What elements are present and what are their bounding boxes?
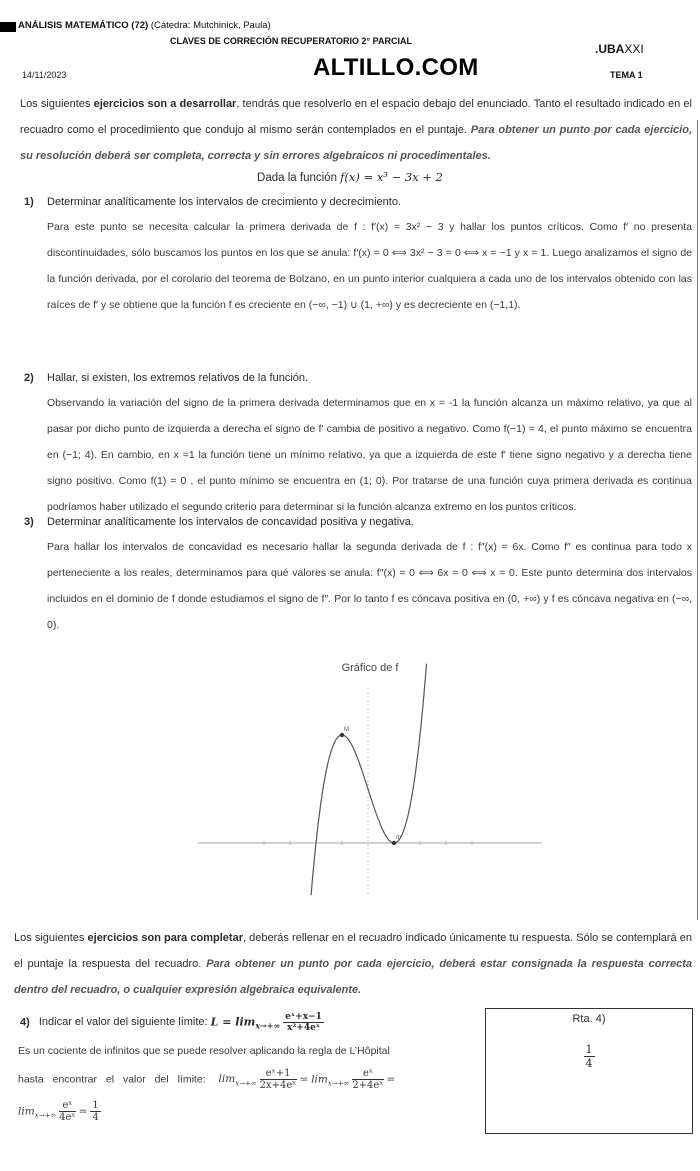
q4-number: 4) — [20, 1016, 30, 1029]
q4-statement — [20, 1012, 324, 1033]
point-m — [392, 841, 396, 845]
q4-solution-line3: $\lim_{x\to+\infty}$ $\frac{\text{eˣ}}{\text{4eˣ}}$ = $\frac{1}{4}$ — [18, 1100, 99, 1123]
page-right-border — [697, 120, 698, 920]
intro-develop: Los siguientes ejercicios son a desarrollar, tendrás que resolverlo en el espacio debajo del enunciado. Tanto el resultado indicado en el recuadro como el procedimiento que condujo al mismo serán contemplados en el puntaje. Para obtener un punto por cada ejercicio, su resolución deberá ser completa, correcta y sin errores algebraicos ni procedimentales. — [20, 98, 692, 162]
point-label-M: M — [344, 727, 349, 733]
q2-title: Hallar, si existen, los extremos relativos de la función. — [47, 372, 309, 384]
q3-solution: Para hallar los intervalos de concavidad es necesario hallar la segunda derivada de f : f″(x) = 6x. Como f″ es continua para todo x perteneciente a los reales, determinamos para qué valores se anula: f″(x) = 0 ⟺ 6x = 0 ⟺ x = 0. Este punto determina dos intervalos incluidos en el dominio de f donde estudiamos el signo de f″. Por lo tanto f es cóncava positiva en (0, +∞) y f es cóncava negativa en (−∞, 0). — [47, 541, 692, 631]
q4-title: Indicar el valor del siguiente límite: — [38, 1016, 211, 1029]
q2-solution: Observando la variación del signo de la primera derivada determinamos que en x = -1 la función alcanza un máximo relativo, ya que al pasar por dicho punto de izquierda a derecha el signo de f′ cambia de positivo a negativo. Como f(−1) = 4, el punto máximo se encuentra en (−1; 4). En cambio, en x =1 la función tiene un mínimo relativo, ya que a izquierda de este f′ tiene signo negativo y a derecha tiene signo positivo. Como f(1) = 0 , el punto mínimo se encuentra en (1; 0). Por tratarse de una función cuya primera derivada es continua podríamos haber utilizado el segundo criterio para determinar si la función alcanza extremo en los puntos críticos. — [47, 397, 692, 513]
site-watermark: ALTILLO.COM — [313, 54, 479, 81]
header-black-bar — [0, 22, 16, 32]
q4-limit-prefix: L = lim — [210, 1015, 256, 1029]
q3-number: 3) — [24, 516, 34, 528]
q4-limit-sub: x→+∞ — [255, 1020, 281, 1031]
point-M — [340, 733, 344, 737]
answer-label: Rta. 4) — [572, 1013, 606, 1025]
intro-complete: Los siguientes ejercicios son para completar, deberás rellenar en el recuadro indicado únicamente tu respuesta. Sólo se contemplará en el puntaje la respuesta del recuadro. Para obtener un punto por cada ejercicio, deberá estar consignada la respuesta correcta dentro del recuadro, o cualquier expresión algebraica equivalente. — [14, 932, 693, 996]
graph-canvas — [190, 660, 550, 900]
q1-solution: Para este punto se necesita calcular la primera derivada de f : f′(x) = 3x² − 3 y hallar los puntos críticos. Como f′ no presenta discontinuidades, sólo buscamos los puntos en los que se anula: f′(x) = 0 ⟺ 3x² − 3 = 0 ⟺ x = −1 y x = 1. Luego analizamos el signo de la función derivada, por el corolario del teorema de Bolzano, en un punto interior cualquiera a cada uno de los intervalos obtenido con las raíces de f′ y se obtiene que la función f es creciente en (−∞, −1) ∪ (1, +∞) y es decreciente en (−1,1). — [47, 221, 692, 311]
function-curve — [311, 664, 426, 896]
exam-date: 14/11/2023 — [22, 70, 67, 80]
uba-logo: .UBAXXI — [595, 42, 644, 56]
point-label-m: m — [396, 835, 401, 841]
answer-value: $\frac{1}{4}$ — [585, 1043, 593, 1070]
exam-subtitle: CLAVES DE CORRECIÓN RECUPERATORIO 2° PARCIAL — [170, 36, 412, 46]
graph-title: Gráfico de f — [341, 662, 399, 674]
tema-label: TEMA 1 — [610, 70, 643, 80]
q4-limit-fraction: $\frac{\text{eˣ+x−1}}{\text{x²+4eˣ}}$ — [285, 1012, 322, 1033]
q1-title: Determinar analíticamente los intervalos de crecimiento y decrecimiento. — [47, 196, 401, 208]
q1-number: 1) — [24, 196, 34, 208]
answer-box[interactable] — [485, 1008, 693, 1134]
course-title: ANÁLISIS MATEMÁTICO (72) (Cátedra: Mutchinick, Paula) — [18, 20, 271, 31]
q4-solution-line2: hasta encontrar el valor del límite: $\lim_{x\to+\infty}$ $\frac{\text{eˣ+1}}{\text{2x+4eˣ}}$ = $\lim_{x\to+\infty}$ $\frac{\text{eˣ}}{\text{2+4eˣ}}$ = — [18, 1068, 396, 1091]
function-graph — [190, 660, 550, 900]
q2-number: 2) — [24, 372, 34, 384]
q4-solution-line1: Es un cociente de infinitos que se puede resolver aplicando la regla de L’Hôpital — [18, 1045, 390, 1057]
function-statement: Dada la función f(x) = x³ − 3x + 2 — [257, 170, 443, 184]
q3-title: Determinar analíticamente los intervalos de concavidad positiva y negativa. — [47, 516, 414, 528]
